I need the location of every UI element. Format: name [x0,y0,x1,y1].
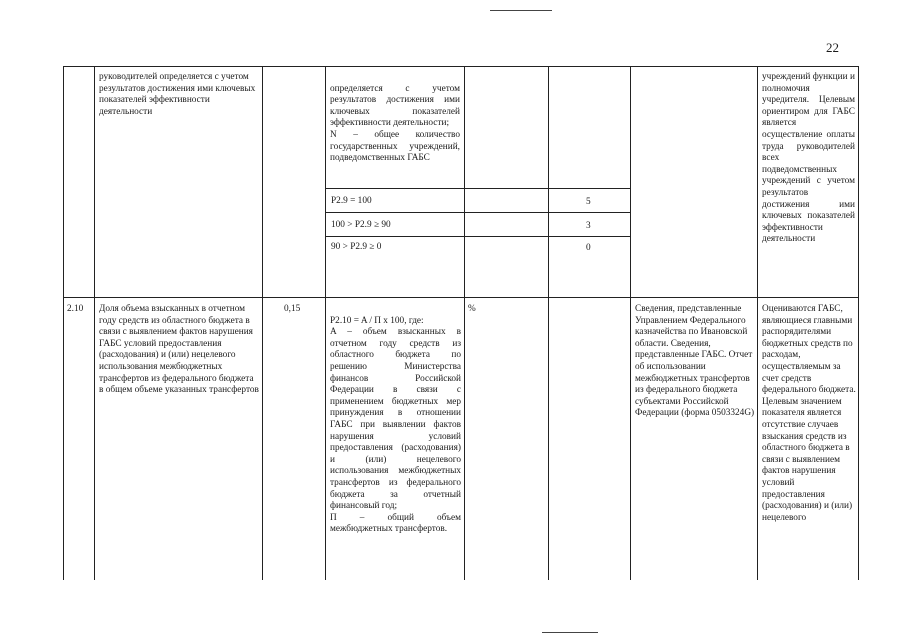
indicator-unit: % [468,304,476,314]
prev-row-formula: определяется с учетом результатов достижения ими ключевых показателей эффективности деятельности; N – общее количество государственных учреждений, подведомственных ГАБС [330,83,460,164]
indicator-source: Сведения, представленные Управлением Федерального казначейства по Ивановской области. Сведения, представленные ГАБС. Отчет об использовании межбюджетных трансфертов из федерального бюджета субъектами Российской Федерации (форма 0503324G) [635,304,755,419]
score-1: 5 [586,197,591,207]
page-number: 22 [826,40,839,55]
scan-line-bottom [542,632,598,633]
condition-2: 100 > P2.9 ≥ 90 [331,220,391,230]
condition-3: 90 > P2.9 ≥ 0 [331,242,382,252]
prev-row-indicator-name: руководителей определяется с учетом результатов достижения ими ключевых показателей эффективности деятельности [99,72,256,117]
condition-1: P2.9 = 100 [331,196,372,206]
score-3: 0 [586,243,591,253]
row-number: 2.10 [67,304,84,314]
indicator-comment: Оцениваются ГАБС, являющиеся главными распорядителями бюджетных средств по расходам, осуществляемым за счет средств федерального бюджета. Целевым значением показателя является отсутствие случаев взыскания средств из областного бюджета в связи с выявлением фактов нарушения условий предоставления (расходования) и (или) нецелевого [762,304,856,523]
scan-line-top [490,10,552,11]
indicator-formula: P2.10 = A / П x 100, где: A – объем взысканных в отчетном году средств из областного бюджета по решению Министерства финансов Российской Федерации в связи с применением бюджетных мер принуждения в отношении ГАБС при выявлении фактов нарушения условий предоставления (расходования) и (или) нецелевого использования межбюджетных трансфертов из федерального бюджета за отчетный финансовый год; П – общий объем межбюджетных трансфертов. [330,315,461,535]
score-2: 3 [586,221,591,231]
indicator-name: Доля объема взысканных в отчетном году средств из областного бюджета в связи с выявлением фактов нарушения ГАБС условий предоставления (расходования) и (или) нецелевого использования межбюджетных трансфертов из федерального бюджета в общем объеме указанных трансфертов [99,304,259,396]
indicator-weight: 0,15 [284,304,301,314]
prev-row-comment: учреждений функции и полномочия учредителя. Целевым ориентиром для ГАБС является осуществление оплаты труда руководителей всех подведомственных учреждений с учетом результатов достижения ими ключевых показателей эффективности деятельности [762,72,855,245]
